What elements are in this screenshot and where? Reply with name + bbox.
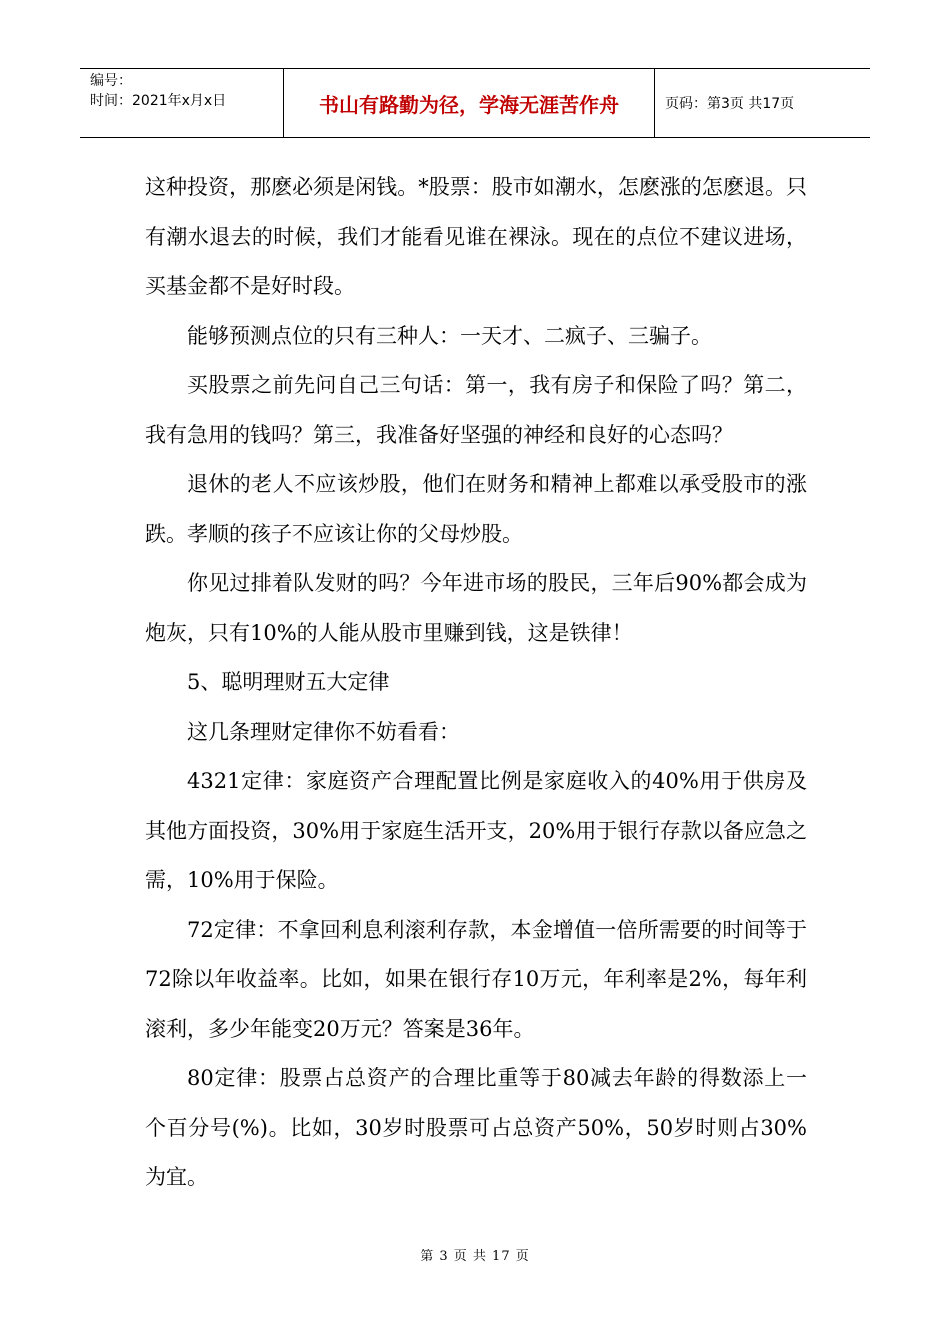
page-header xyxy=(80,68,870,138)
document-body xyxy=(145,163,807,1203)
header-motto: 书山有路勤为径，学海无涯苦作舟 xyxy=(283,69,655,137)
page-footer: 第 3 页 共 17 页 xyxy=(420,1249,530,1264)
body-paragraph: 买股票之前先问自己三句话：第一，我有房子和保险了吗？第二，我有急用的钱吗？第三，我准备好坚强的神经和良好的心态吗？ xyxy=(145,373,807,447)
body-paragraph: 80定律：股票占总资产的合理比重等于80减去年龄的得数添上一个百分号(%)。比如，30岁时股票可占总资产50%，50岁时则占30%为宜。 xyxy=(145,1066,807,1189)
body-paragraph: 你见过排着队发财的吗？今年进市场的股民，三年后90%都会成为炮灰，只有10%的人能从股市里赚到钱，这是铁律！ xyxy=(145,571,807,645)
header-meta xyxy=(80,69,283,137)
body-paragraph: 退休的老人不应该炒股，他们在财务和精神上都难以承受股市的涨跌。孝顺的孩子不应该让你的父母炒股。 xyxy=(145,472,807,546)
body-paragraph: 能够预测点位的只有三种人：一天才、二疯子、三骗子。 xyxy=(187,323,712,348)
body-paragraph: 72定律：不拿回利息利滚利存款，本金增值一倍所需要的时间等于72除以年收益率。比如，如果在银行存10万元，年利率是2%，每年利滚利，多少年能变20万元？答案是36年。 xyxy=(145,917,807,1041)
body-paragraph: 5、聪明理财五大定律 xyxy=(187,670,390,694)
body-paragraph: 这种投资，那麽必须是闲钱。*股票：股市如潮水，怎麽涨的怎麽退。只有潮水退去的时候，我们才能看见谁在裸泳。现在的点位不建议进场，买基金都不是好时段。 xyxy=(145,175,807,298)
header-page-info: 页码：第3页 共17页 xyxy=(665,96,795,112)
document-date-label: 时间：2021年x月x日 xyxy=(90,93,227,109)
document-number-label: 编号： xyxy=(90,73,132,89)
body-paragraph: 4321定律：家庭资产合理配置比例是家庭收入的40%用于供房及其他方面投资，30%用于家庭生活开支，20%用于银行存款以备应急之需，10%用于保险。 xyxy=(145,769,807,892)
body-paragraph: 这几条理财定律你不妨看看： xyxy=(187,719,460,744)
